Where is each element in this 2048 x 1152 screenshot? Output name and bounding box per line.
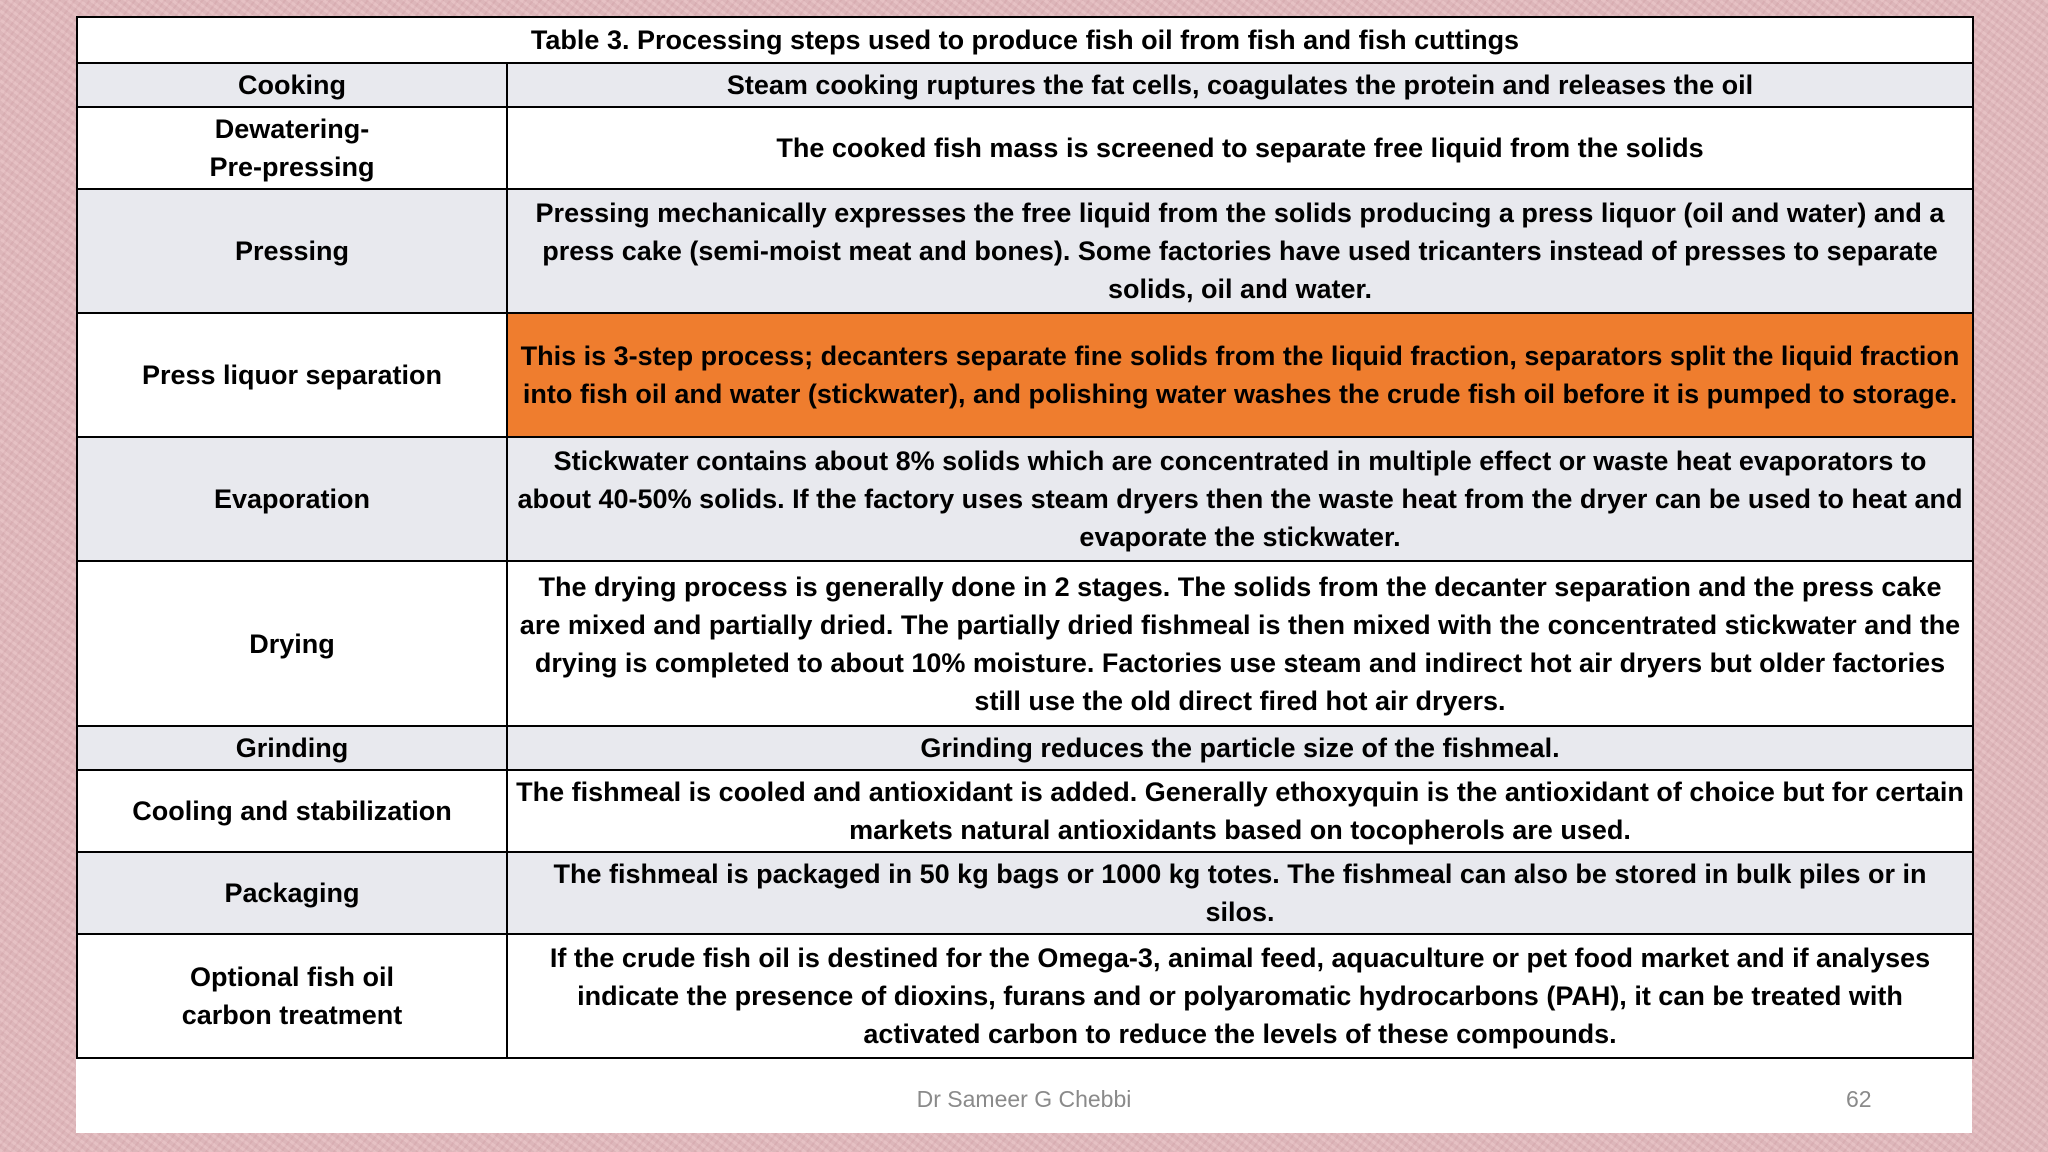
table-row — [77, 313, 1973, 437]
table-row — [77, 189, 1973, 313]
step-description: Pressing mechanically expresses the free liquid from the solids producing a press liquor (oil and water) and a press cake (semi-moist meat and bones). Some factories have used tricanters instead of presses to separate solids, oil and water. — [507, 189, 1973, 313]
step-name: Drying — [77, 561, 507, 726]
processing-steps-table — [76, 16, 1974, 1059]
footer-author: Dr Sameer G Chebbi — [916, 1086, 1132, 1112]
step-name-text: Optional fish oil carbon treatment — [181, 962, 403, 1030]
step-description: The drying process is generally done in 2 stages. The solids from the decanter separation and the press cake are mixed and partially dried. The partially dried fishmeal is then mixed with the concentrated stickwater and the drying is completed to about 10% moisture. Factories use steam and indirect hot air dryers but older factories still use the old direct fired hot air dryers. — [507, 561, 1973, 726]
table-row — [77, 934, 1973, 1058]
step-name — [77, 934, 507, 1058]
table-row — [77, 107, 1973, 189]
step-description: If the crude fish oil is destined for the Omega-3, animal feed, aquaculture or pet food market and if analyses indicate the presence of dioxins, furans and or polyaromatic hydrocarbons (PAH), it can be treated with activated carbon to reduce the levels of these compounds. — [507, 934, 1973, 1058]
step-name: Packaging — [77, 852, 507, 934]
step-name: Pressing — [77, 189, 507, 313]
table-row — [77, 852, 1973, 934]
step-name — [77, 107, 507, 189]
slide — [76, 16, 1972, 1133]
table-row — [77, 770, 1973, 852]
step-name-text: Dewatering- Pre-pressing — [209, 114, 375, 182]
step-name: Cooking — [77, 63, 507, 107]
table-title: Table 3. Processing steps used to produce fish oil from fish and fish cuttings — [77, 17, 1973, 63]
table-title-row — [77, 17, 1973, 63]
step-name: Press liquor separation — [77, 313, 507, 437]
step-description-highlighted: This is 3-step process; decanters separate fine solids from the liquid fraction, separators split the liquid fraction into fish oil and water (stickwater), and polishing water washes the crude fish oil before it is pumped to storage. — [507, 313, 1973, 437]
step-description: Steam cooking ruptures the fat cells, coagulates the protein and releases the oil — [507, 63, 1973, 107]
table-row — [77, 63, 1973, 107]
table-row — [77, 437, 1973, 561]
step-description: The fishmeal is packaged in 50 kg bags or 1000 kg totes. The fishmeal can also be stored in bulk piles or in silos. — [507, 852, 1973, 934]
table-row — [77, 561, 1973, 726]
table-row — [77, 726, 1973, 770]
step-description: Stickwater contains about 8% solids which are concentrated in multiple effect or waste heat evaporators to about 40-50% solids. If the factory uses steam dryers then the waste heat from the dryer can be used to heat and evaporate the stickwater. — [507, 437, 1973, 561]
step-description: The fishmeal is cooled and antioxidant is added. Generally ethoxyquin is the antioxidant of choice but for certain markets natural antioxidants based on tocopherols are used. — [507, 770, 1973, 852]
step-name: Cooling and stabilization — [77, 770, 507, 852]
step-name: Grinding — [77, 726, 507, 770]
step-name: Evaporation — [77, 437, 507, 561]
step-description: The cooked fish mass is screened to separate free liquid from the solids — [507, 107, 1973, 189]
page-number: 62 — [1846, 1086, 1872, 1112]
step-description: Grinding reduces the particle size of the fishmeal. — [507, 726, 1973, 770]
